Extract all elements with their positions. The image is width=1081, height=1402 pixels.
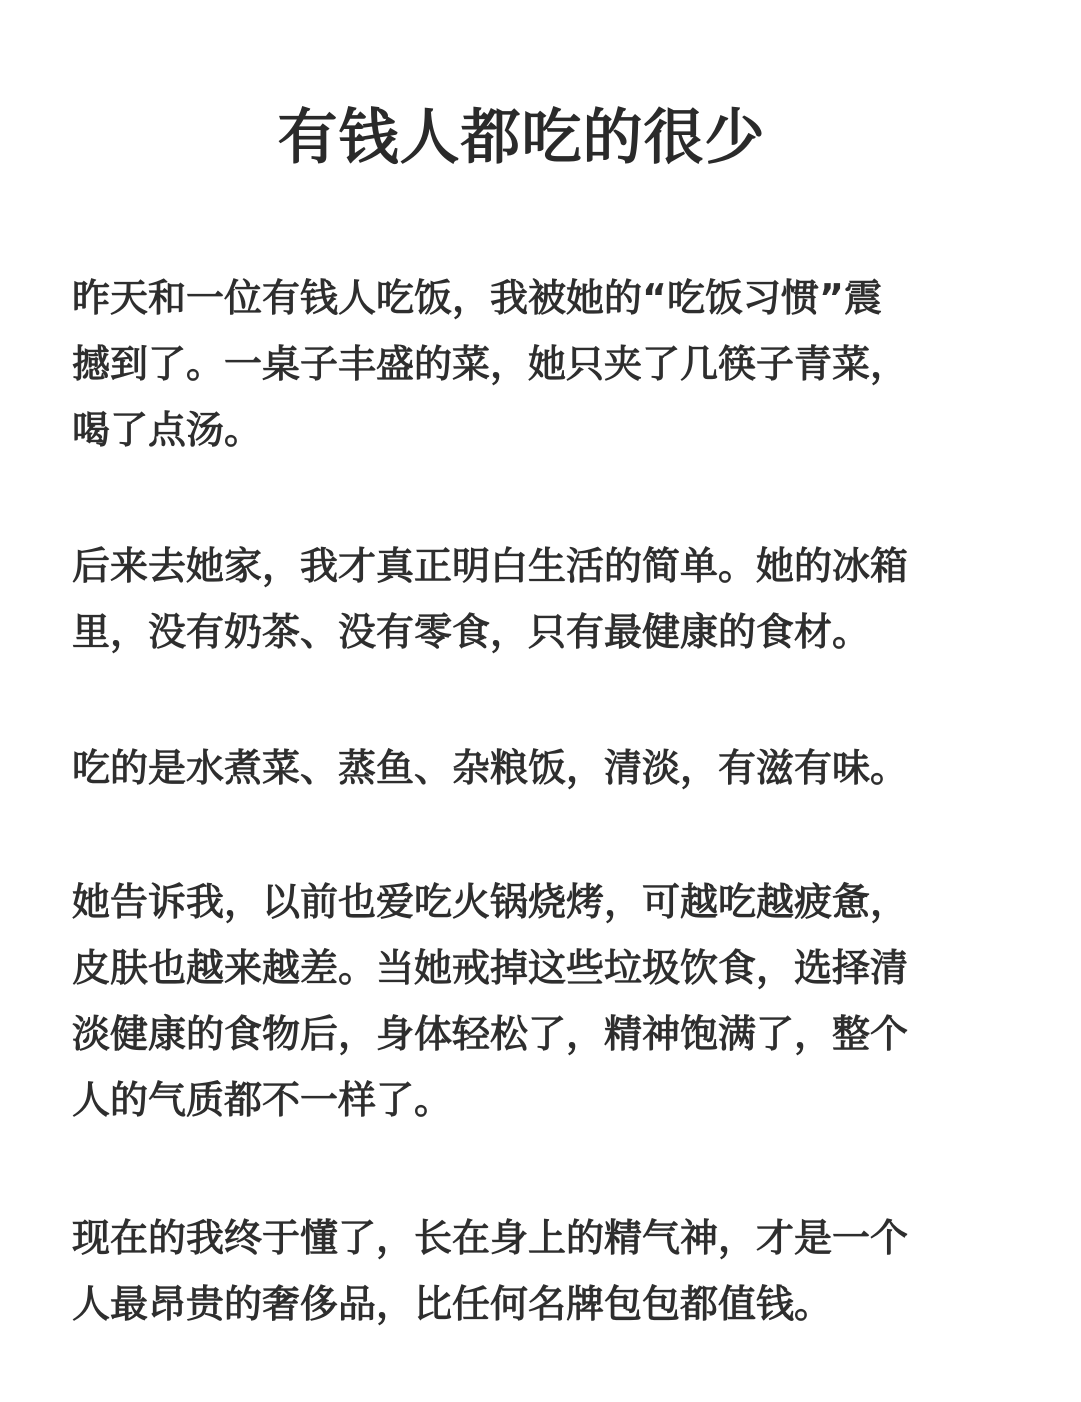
paragraph-2 <box>72 533 1037 665</box>
paragraph-line: 撼到了。一桌子丰盛的菜，她只夹了几筷子青菜， <box>72 342 909 386</box>
paragraph-line: 昨天和一位有钱人吃饭，我被她的“吃饭习惯”震 <box>72 276 882 320</box>
paragraph-line: 里，没有奶茶、没有零食，只有最健康的食材。 <box>72 610 871 654</box>
paragraph-line: 吃的是水煮菜、蒸鱼、杂粮饭，清淡，有滋有味。 <box>72 746 909 790</box>
paragraph-4 <box>72 869 1037 1133</box>
paragraph-line: 后来去她家，我才真正明白生活的简单。她的冰箱 <box>72 544 909 588</box>
paragraph-line: 她告诉我，以前也爱吃火锅烧烤，可越吃越疲惫， <box>72 880 909 924</box>
paragraph-3 <box>72 735 1037 801</box>
paragraph-1 <box>72 265 1037 463</box>
paragraph-line: 喝了点汤。 <box>72 408 263 452</box>
paragraph-line: 皮肤也越来越差。当她戒掉这些垃圾饮食，选择清 <box>72 946 909 990</box>
paragraph-line: 人最昂贵的奢侈品，比任何名牌包包都值钱。 <box>72 1282 833 1326</box>
paragraph-5 <box>72 1205 1037 1337</box>
paragraph-line: 现在的我终于懂了，长在身上的精气神，才是一个 <box>72 1216 909 1260</box>
paragraph-line: 淡健康的食物后，身体轻松了，精神饱满了，整个 <box>72 1012 909 1056</box>
paragraph-line: 人的气质都不一样了。 <box>72 1078 453 1122</box>
page-title: 有钱人都吃的很少 <box>277 103 766 173</box>
